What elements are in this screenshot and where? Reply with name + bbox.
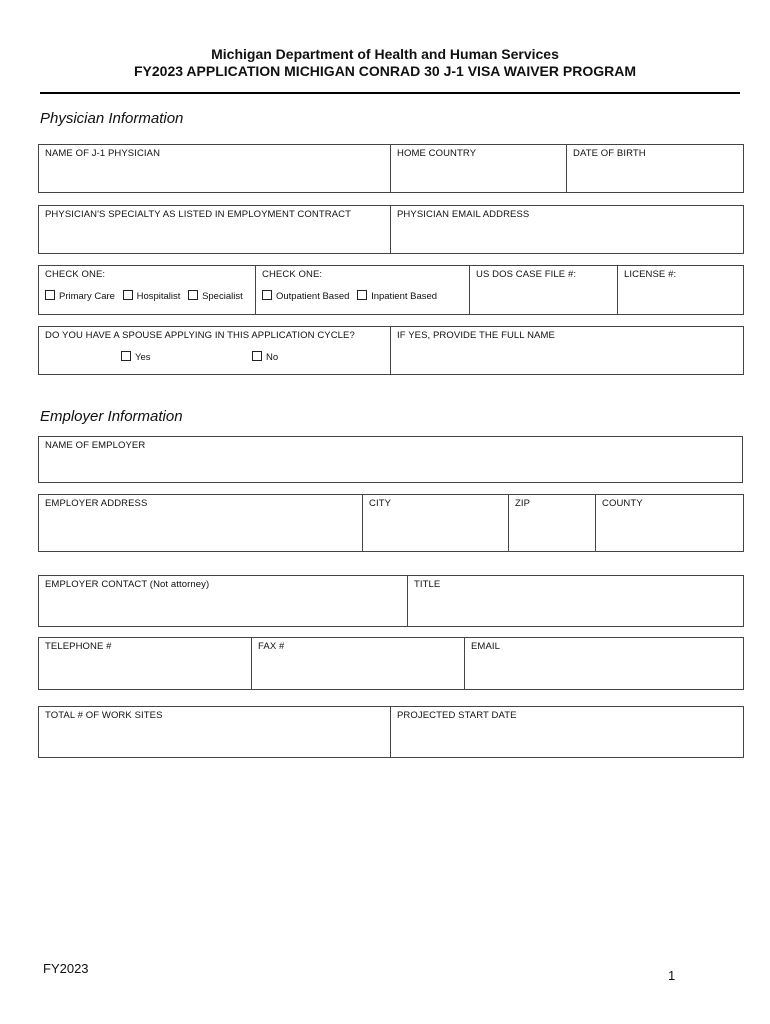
form-header — [0, 46, 770, 80]
outpatient-checkbox[interactable] — [262, 290, 272, 300]
physician-section-title: Physician Information — [40, 110, 184, 127]
spouse-name-field[interactable] — [391, 327, 744, 375]
employer-email-field[interactable] — [465, 638, 744, 690]
employer-name-field[interactable] — [39, 437, 743, 483]
physician-name-table — [38, 144, 744, 193]
program-title: FY2023 APPLICATION MICHIGAN CONRAD 30 J-1 VISA WAIVER PROGRAM — [134, 63, 636, 79]
zip-label: ZIP — [515, 498, 531, 509]
specialist-label: Specialist — [202, 291, 243, 302]
start-date-label: PROJECTED START DATE — [397, 710, 517, 721]
page-number: 1 — [668, 968, 676, 983]
date-of-birth-label: DATE OF BIRTH — [573, 148, 646, 159]
inpatient-label: Inpatient Based — [371, 291, 438, 302]
spouse-yes-label: Yes — [135, 352, 151, 363]
employer-address-field[interactable] — [39, 495, 363, 552]
department-title: Michigan Department of Health and Human Services — [211, 46, 559, 62]
primary-care-checkbox[interactable] — [45, 290, 55, 300]
home-country-label: HOME COUNTRY — [397, 148, 477, 159]
physician-specialty-table — [38, 205, 744, 254]
specialty-field[interactable] — [39, 206, 391, 254]
telephone-field[interactable] — [39, 638, 252, 690]
employer-email-label: EMAIL — [471, 641, 501, 652]
county-label: COUNTY — [602, 498, 643, 509]
physician-type-table — [38, 265, 744, 315]
hospitalist-checkbox[interactable] — [123, 290, 133, 300]
employer-name-table — [38, 436, 743, 483]
work-sites-label: TOTAL # OF WORK SITES — [45, 710, 163, 721]
employer-address-label: EMPLOYER ADDRESS — [45, 498, 148, 509]
date-of-birth-field[interactable] — [567, 145, 744, 193]
specialist-checkbox[interactable] — [188, 290, 198, 300]
employer-phone-table — [38, 637, 744, 690]
inpatient-checkbox[interactable] — [357, 290, 367, 300]
license-field[interactable] — [618, 266, 744, 315]
physician-name-label: NAME OF J-1 PHYSICIAN — [45, 148, 161, 159]
physician-name-field[interactable] — [39, 145, 391, 193]
city-label: CITY — [369, 498, 392, 509]
zip-field[interactable] — [509, 495, 596, 552]
physician-type-cell — [39, 266, 256, 315]
start-date-field[interactable] — [391, 707, 744, 758]
physician-email-label: PHYSICIAN EMAIL ADDRESS — [397, 209, 530, 220]
work-sites-field[interactable] — [39, 707, 391, 758]
dos-case-file-label: US DOS CASE FILE #: — [476, 269, 577, 280]
spouse-yes-checkbox[interactable] — [121, 351, 131, 361]
city-field[interactable] — [363, 495, 509, 552]
employer-contact-field[interactable] — [39, 576, 408, 627]
employer-contact-table — [38, 575, 744, 627]
practice-setting-cell — [256, 266, 470, 315]
spouse-question-cell — [39, 327, 391, 375]
county-field[interactable] — [596, 495, 744, 552]
contact-title-label: TITLE — [414, 579, 441, 590]
physician-email-field[interactable] — [391, 206, 744, 254]
primary-care-label: Primary Care — [59, 291, 115, 302]
check-one-label: CHECK ONE: — [45, 269, 106, 280]
dos-case-file-field[interactable] — [470, 266, 618, 315]
check-one-label: CHECK ONE: — [262, 269, 323, 280]
home-country-field[interactable] — [391, 145, 567, 193]
spouse-name-label: IF YES, PROVIDE THE FULL NAME — [397, 330, 555, 341]
footer-year: FY2023 — [43, 961, 89, 976]
work-sites-table — [38, 706, 744, 758]
employer-name-label: NAME OF EMPLOYER — [45, 440, 146, 451]
specialty-label: PHYSICIAN'S SPECIALTY AS LISTED IN EMPLOYMENT CONTRACT — [45, 209, 352, 220]
spouse-table — [38, 326, 744, 375]
employer-section-title: Employer Information — [40, 408, 183, 425]
employer-address-table — [38, 494, 744, 552]
header-divider — [40, 92, 740, 94]
contact-title-field[interactable] — [408, 576, 744, 627]
fax-field[interactable] — [252, 638, 465, 690]
spouse-no-label: No — [266, 352, 279, 363]
spouse-no-checkbox[interactable] — [252, 351, 262, 361]
employer-contact-label: EMPLOYER CONTACT (Not attorney) — [45, 579, 210, 590]
telephone-label: TELEPHONE # — [45, 641, 112, 652]
license-label: LICENSE #: — [624, 269, 677, 280]
fax-label: FAX # — [258, 641, 285, 652]
outpatient-label: Outpatient Based — [276, 291, 350, 302]
hospitalist-label: Hospitalist — [136, 291, 181, 302]
spouse-question-label: DO YOU HAVE A SPOUSE APPLYING IN THIS APPLICATION CYCLE? — [45, 330, 355, 341]
